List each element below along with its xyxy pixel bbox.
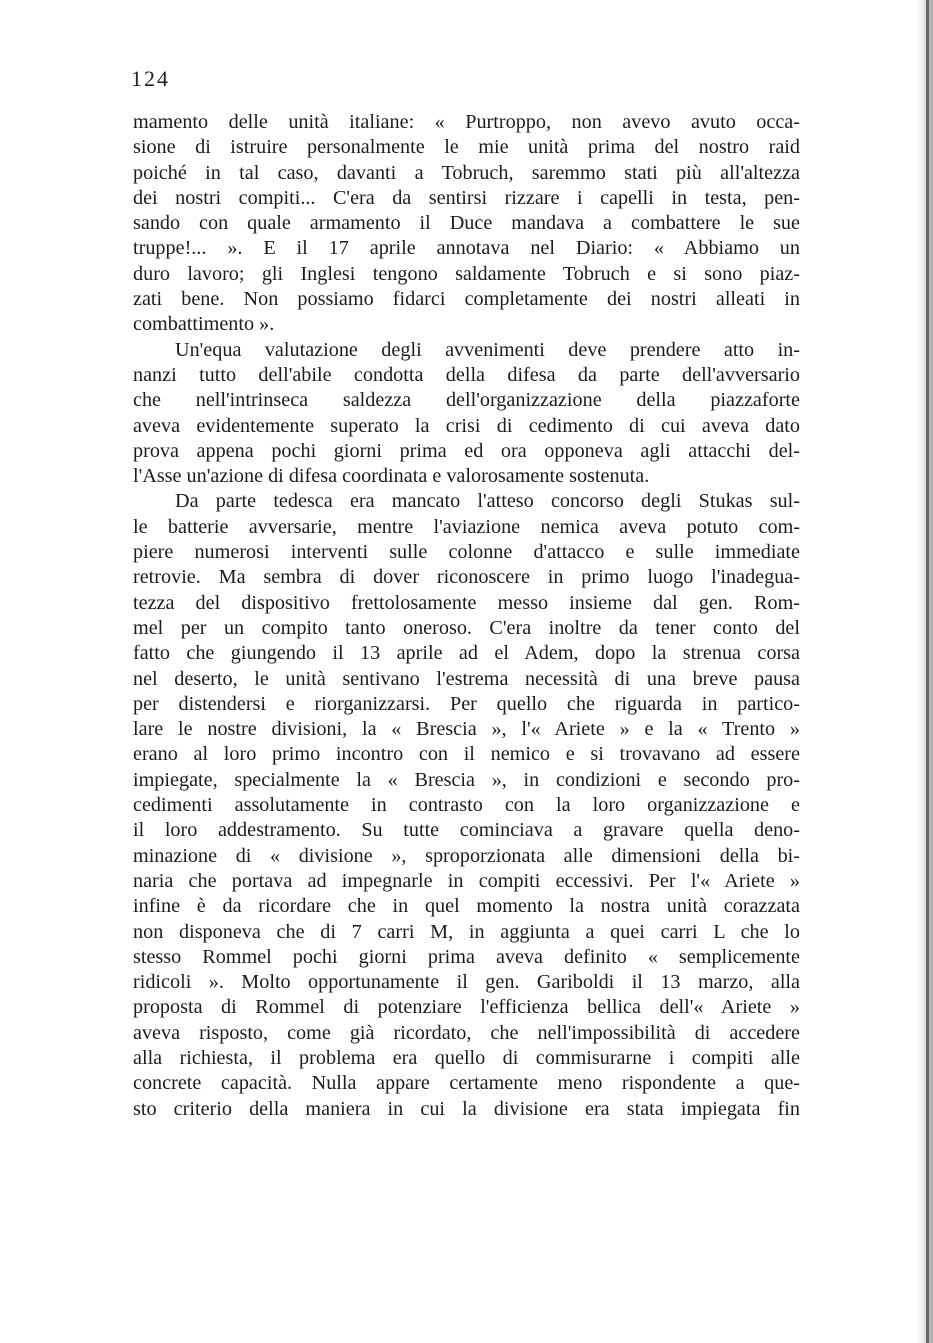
page-edge-line xyxy=(926,0,929,1343)
text-line: mamento delle unità italiane: « Purtroppo, non avevo avuto occa- xyxy=(133,111,800,133)
text-line: naria che portava ad impegnarle in compiti eccessivi. Per l'« Ariete » xyxy=(133,869,800,892)
text-line: infine è da ricordare che in quel momento la nostra unità corazzata xyxy=(133,895,800,918)
text-line: minazione di « divisione », sproporzionata alle dimensioni della bi- xyxy=(133,844,800,867)
page-number: 124 xyxy=(131,66,170,91)
text-line: aveva evidentemente superato la crisi di cedimento di cui aveva dato xyxy=(133,414,800,437)
text-line: sto criterio della maniera in cui la divisione era stata impiegata fin xyxy=(133,1097,800,1120)
text-line: le batterie avversarie, mentre l'aviazione nemica aveva potuto com- xyxy=(133,515,800,538)
text-line: stesso Rommel pochi giorni prima aveva definito « semplicemente xyxy=(133,945,800,968)
body-text xyxy=(133,110,800,1122)
text-line: erano al loro primo incontro con il nemico e si trovavano ad essere xyxy=(133,743,800,766)
text-line: ridicoli ». Molto opportunamente il gen. Gariboldi il 13 marzo, alla xyxy=(133,971,800,994)
text-line: sando con quale armamento il Duce mandava a combattere le sue xyxy=(133,212,800,235)
text-line: il loro addestramento. Su tutte cominciava a gravare quella deno- xyxy=(133,819,800,842)
text-line: retrovie. Ma sembra di dover riconoscere in primo luogo l'inadegua- xyxy=(133,566,800,589)
text-line: fatto che giungendo il 13 aprile ad el Adem, dopo la strenua corsa xyxy=(133,642,800,665)
text-line: impiegate, specialmente la « Brescia », in condizioni e secondo pro- xyxy=(133,768,800,791)
text-line: cedimenti assolutamente in contrasto con la loro organizzazione e xyxy=(133,794,800,817)
text-line: che nell'intrinseca saldezza dell'organizzazione della piazzaforte xyxy=(133,389,800,412)
text-line: piere numerosi interventi sulle colonne d'attacco e sulle immediate xyxy=(133,541,800,564)
text-line: combattimento ». xyxy=(133,313,275,336)
text-line: dei nostri compiti... C'era da sentirsi rizzare i capelli in testa, pen- xyxy=(133,186,800,209)
text-line: concrete capacità. Nulla appare certamente meno rispondente a que- xyxy=(133,1072,800,1095)
text-line: l'Asse un'azione di difesa coordinata e valorosamente sostenuta. xyxy=(133,465,650,488)
text-line: aveva risposto, come già ricordato, che nell'impossibilità di accedere xyxy=(133,1021,800,1044)
text-line: non disponeva che di 7 carri M, in aggiunta a quei carri L che lo xyxy=(133,920,800,943)
text-line: per distendersi e riorganizzarsi. Per quello che riguarda in partico- xyxy=(133,692,800,715)
text-line: duro lavoro; gli Inglesi tengono saldamente Tobruch e si sono piaz- xyxy=(133,262,800,285)
text-line: alla richiesta, il problema era quello di commisurarne i compiti alle xyxy=(133,1046,800,1069)
text-line: lare le nostre divisioni, la « Brescia », l'« Ariete » e la « Trento » xyxy=(133,718,800,741)
text-line: tezza del dispositivo frettolosamente messo insieme dal gen. Rom- xyxy=(133,591,800,614)
text-line: Un'equa valutazione degli avvenimenti deve prendere atto in- xyxy=(175,338,800,361)
text-line: nel deserto, le unità sentivano l'estrema necessità di una breve pausa xyxy=(133,667,800,690)
text-line: proposta di Rommel di potenziare l'efficienza bellica dell'« Ariete » xyxy=(133,996,800,1019)
text-line: zati bene. Non possiamo fidarci completamente dei nostri alleati in xyxy=(133,288,800,311)
text-line: nanzi tutto dell'abile condotta della difesa da parte dell'avversario xyxy=(133,363,800,386)
text-line: Da parte tedesca era mancato l'atteso concorso degli Stukas sul- xyxy=(175,490,800,513)
page-edge-shadow xyxy=(917,0,933,1343)
text-line: poiché in tal caso, davanti a Tobruch, saremmo stati più all'altezza xyxy=(133,161,800,184)
text-line: prova appena pochi giorni prima ed ora opponeva agli attacchi del- xyxy=(133,439,800,462)
text-line: sione di istruire personalmente le mie unità prima del nostro raid xyxy=(133,136,800,159)
text-line: mel per un compito tanto oneroso. C'era inoltre da tener conto del xyxy=(133,616,800,639)
text-line: truppe!... ». E il 17 aprile annotava nel Diario: « Abbiamo un xyxy=(133,237,800,260)
